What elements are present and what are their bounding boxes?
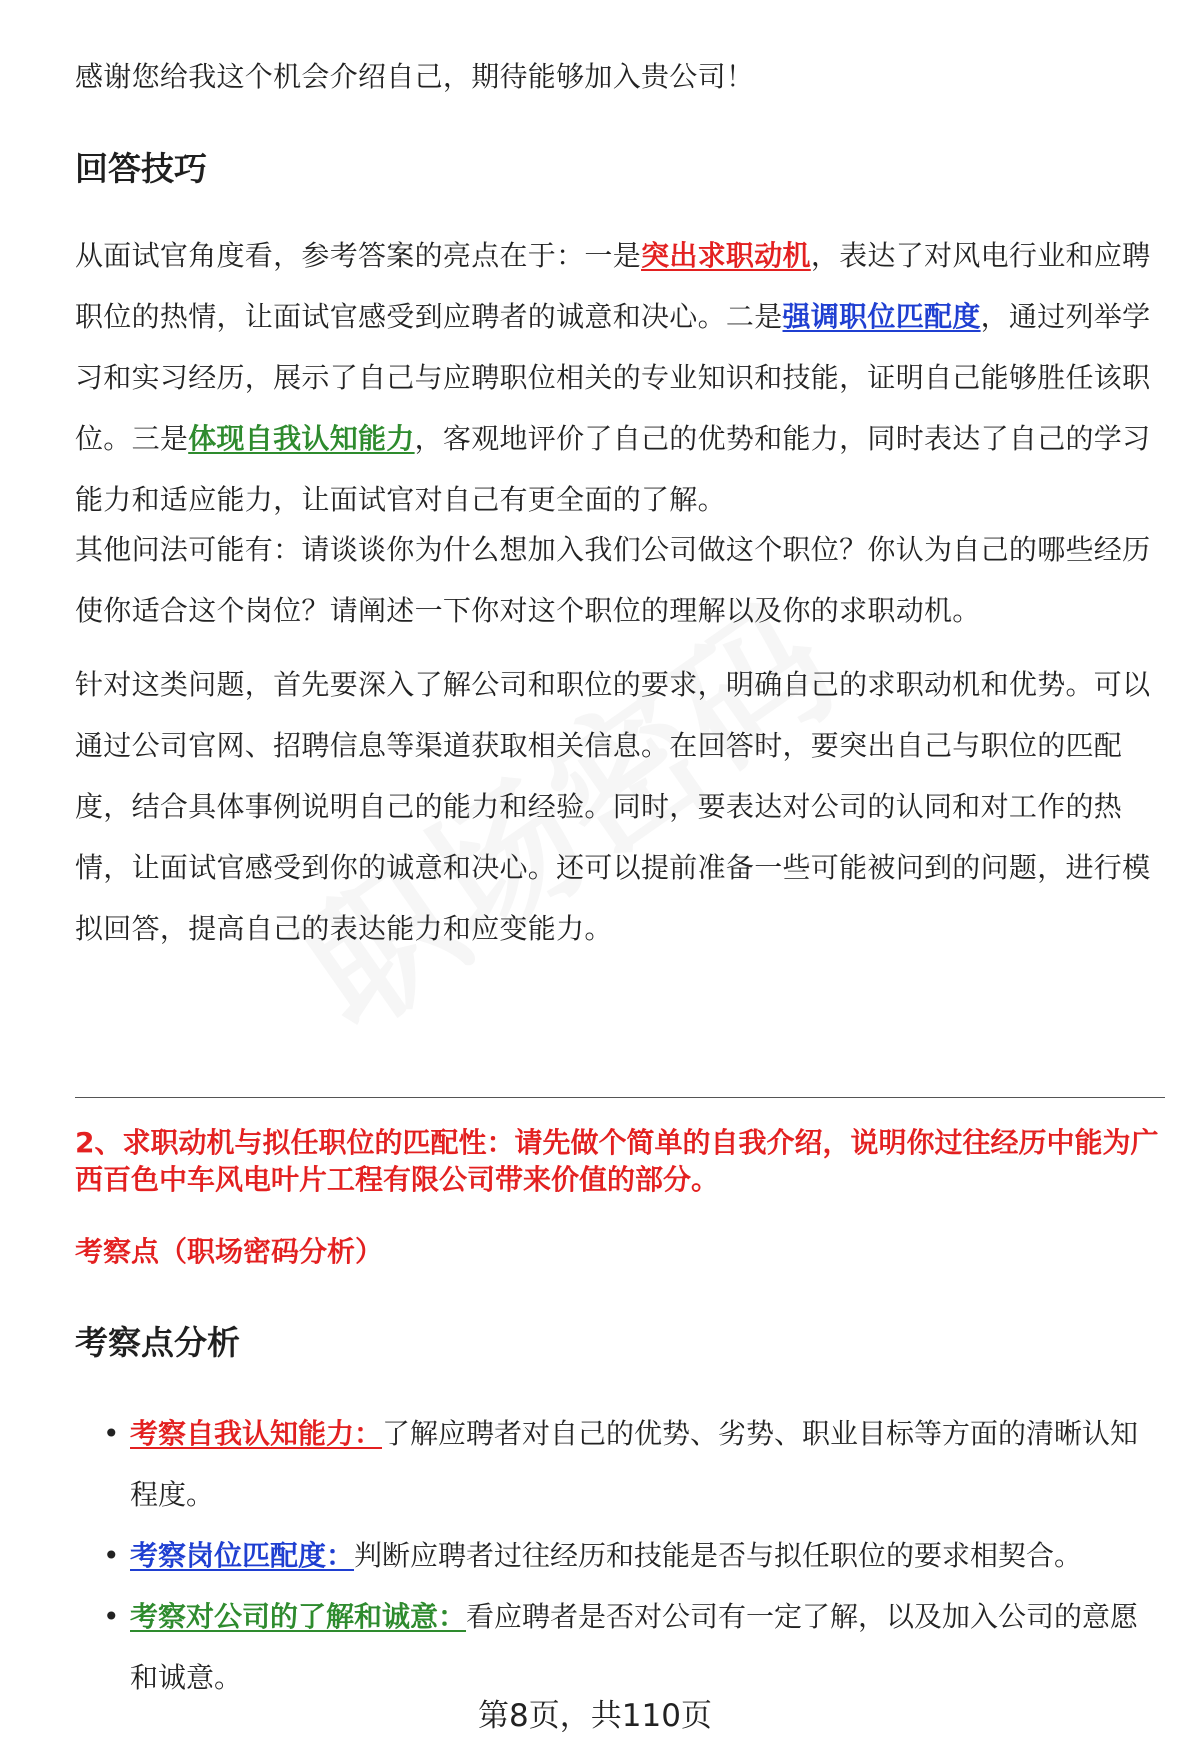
tips-heading: 回答技巧	[75, 149, 207, 188]
analysis-heading: 考察点分析	[75, 1323, 240, 1362]
bullet-icon: •	[103, 1417, 120, 1450]
section-divider	[75, 1097, 1165, 1098]
bullet-text: 看应聘者是否对公司有一定了解，以及加入公司的意愿和诚意。	[130, 1600, 1139, 1694]
bullet-text: 判断应聘者过往经历和技能是否与拟任职位的要求相契合。	[354, 1539, 1083, 1572]
list-item	[75, 1525, 1165, 1586]
bullet-icon: •	[103, 1539, 120, 1572]
tips-paragraph-3: 针对这类问题，首先要深入了解公司和职位的要求，明确自己的求职动机和优势。可以通过公司官网、招聘信息等渠道获取相关信息。在回答时，要突出自己与职位的匹配度，结合具体事例说明自己的能力和经验。同时，要表达对公司的认同和对工作的热情，让面试官感受到你的诚意和决心。还可以提前准备一些可能被问到的问题，进行模拟回答，提高自己的表达能力和应变能力。	[75, 668, 1151, 945]
intro-closing: 感谢您给我这个机会介绍自己，期待能够加入贵公司！	[75, 60, 755, 93]
bullet-label: 考察岗位匹配度：	[130, 1539, 355, 1572]
bullet-text: 了解应聘者对自己的优势、劣势、职业目标等方面的清晰认知程度。	[130, 1417, 1139, 1511]
highlight-motivation: 突出求职动机	[641, 239, 811, 272]
bullet-label: 考察对公司的了解和诚意：	[130, 1600, 467, 1633]
bullet-icon: •	[103, 1600, 120, 1633]
page-footer: 第8页，共110页	[478, 1698, 712, 1734]
analysis-list	[75, 1403, 1165, 1708]
highlight-self-awareness: 体现自我认知能力	[188, 422, 415, 455]
tips-paragraph-1: 从面试官角度看，参考答案的亮点在于：一是突出求职动机，表达了对风电行业和应聘职位的热情，让面试官感受到应聘者的诚意和决心。二是强调职位匹配度，通过列举学习和实习经历，展示了自己与应聘职位相关的专业知识和技能，证明自己能够胜任该职位。三是体现自我认知能力，客观地评价了自己的优势和能力，同时表达了自己的学习能力和适应能力，让面试官对自己有更全面的了解。	[75, 239, 1151, 516]
exam-point-label: 考察点（职场密码分析）	[75, 1235, 384, 1268]
bullet-label: 考察自我认知能力：	[130, 1417, 383, 1450]
highlight-match: 强调职位匹配度	[782, 300, 981, 333]
list-item	[75, 1403, 1165, 1525]
question-2: 2、求职动机与拟任职位的匹配性：请先做个简单的自我介绍，说明你过往经历中能为广西百色中车风电叶片工程有限公司带来价值的部分。	[75, 1126, 1159, 1196]
tips-paragraph-2: 其他问法可能有：请谈谈你为什么想加入我们公司做这个职位？你认为自己的哪些经历使你适合这个岗位？请阐述一下你对这个职位的理解以及你的求职动机。	[75, 533, 1151, 627]
